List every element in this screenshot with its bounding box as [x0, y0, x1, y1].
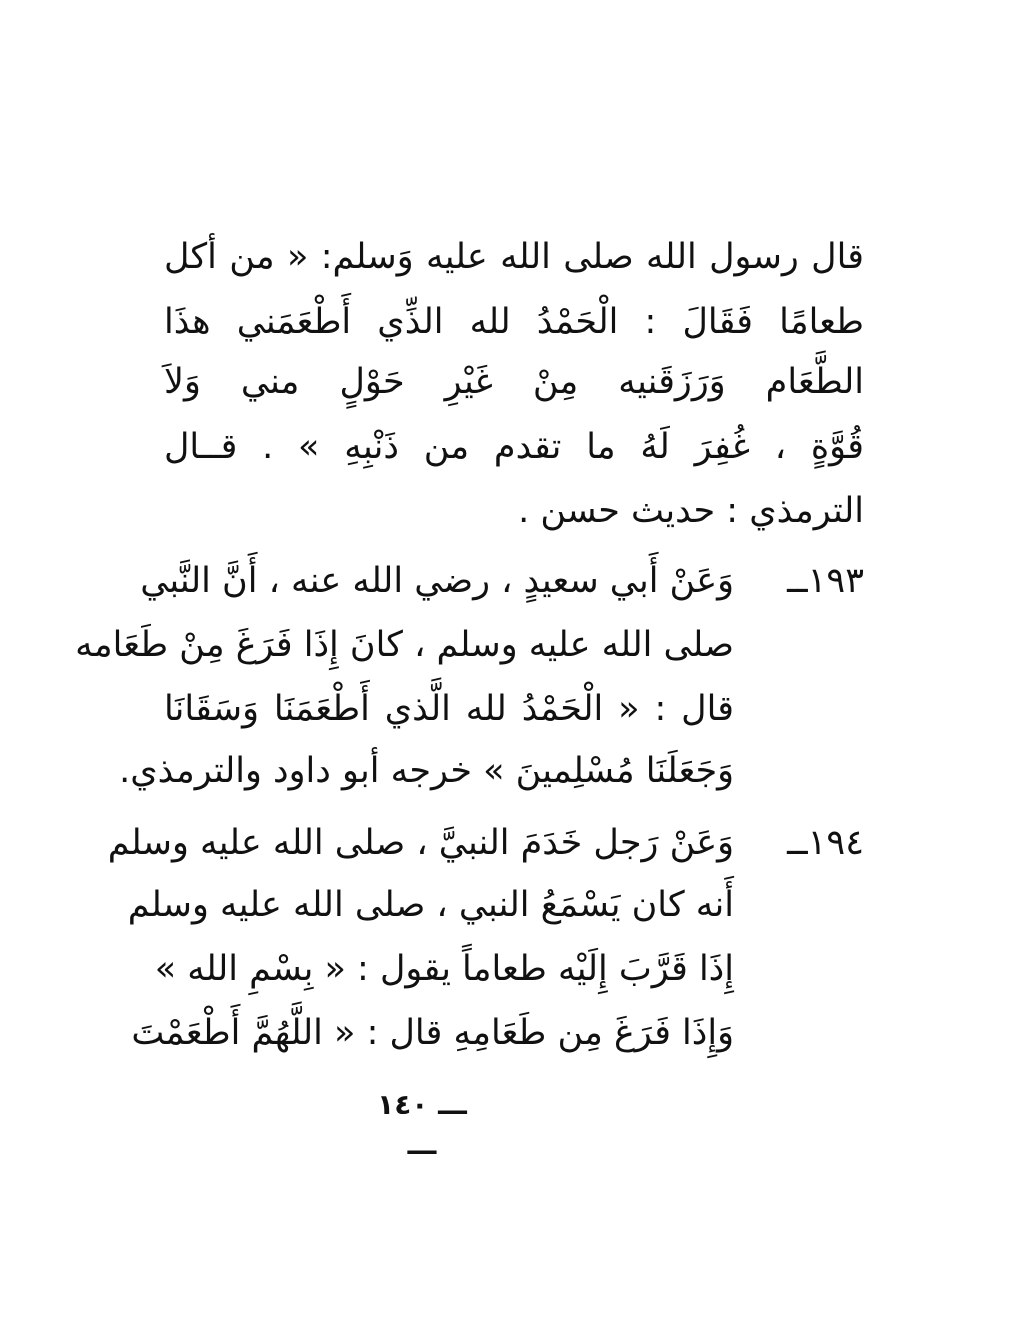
intro-line-2: طعامًا فَقَالَ : الْحَمْدُ لله الذِّي أَطْعَمَني هذَا	[164, 302, 864, 342]
hadith-194-line-1: وَعَنْ رَجل خَدَمَ النبيَّ ، صلى الله عليه وسلم	[107, 823, 734, 863]
hadith-193-number: ١٩٣ــ	[787, 561, 864, 601]
intro-line-5: الترمذي : حديث حسن .	[518, 491, 864, 531]
hadith-193-line-1: وَعَنْ أَبي سعيدٍ ، رضي الله عنه ، أَنَّ النَّبي	[140, 561, 734, 601]
hadith-193-line-4: وَجَعَلَنَا مُسْلِمينَ » خرجه أبو داود والترمذي.	[119, 751, 734, 791]
hadith-193-first-line	[140, 556, 864, 606]
page-number: ـــ ١٤٠ ـــ	[377, 1088, 467, 1161]
intro-line-3: الطَّعَام وَرَزَقَنيه مِنْ غَيْرِ حَوْلٍ مني وَلاَ	[164, 362, 864, 402]
hadith-194-number: ١٩٤ــ	[787, 823, 864, 863]
hadith-194-line-3: إِذَا قَرَّبَ إِلَيْه طعاماً يقول : « بِسْمِ الله »	[154, 949, 734, 989]
hadith-193-line-3: قال : « الْحَمْدُ لله الَّذي أَطْعَمَنَا وَسَقَانَا	[164, 689, 734, 729]
hadith-194-line-4: وَإِذَا فَرَغَ مِن طَعَامِهِ قال : « اللَّهُمَّ أَطْعَمْتَ	[131, 1013, 734, 1053]
hadith-194-line-2: أَنه كان يَسْمَعُ النبي ، صلى الله عليه وسلم	[127, 885, 734, 925]
hadith-194-first-line	[107, 818, 864, 868]
hadith-193-line-2: صلى الله عليه وسلم ، كانَ إِذَا فَرَغَ مِنْ طَعَامه	[75, 625, 734, 665]
intro-line-1: قال رسول الله صلى الله عليه وَسلم: « من أكل	[164, 237, 864, 277]
intro-line-4: قُوَّةٍ ، غُفِرَ لَهُ ما تقدم من ذَنْبِهِ » . قــال	[164, 427, 864, 467]
